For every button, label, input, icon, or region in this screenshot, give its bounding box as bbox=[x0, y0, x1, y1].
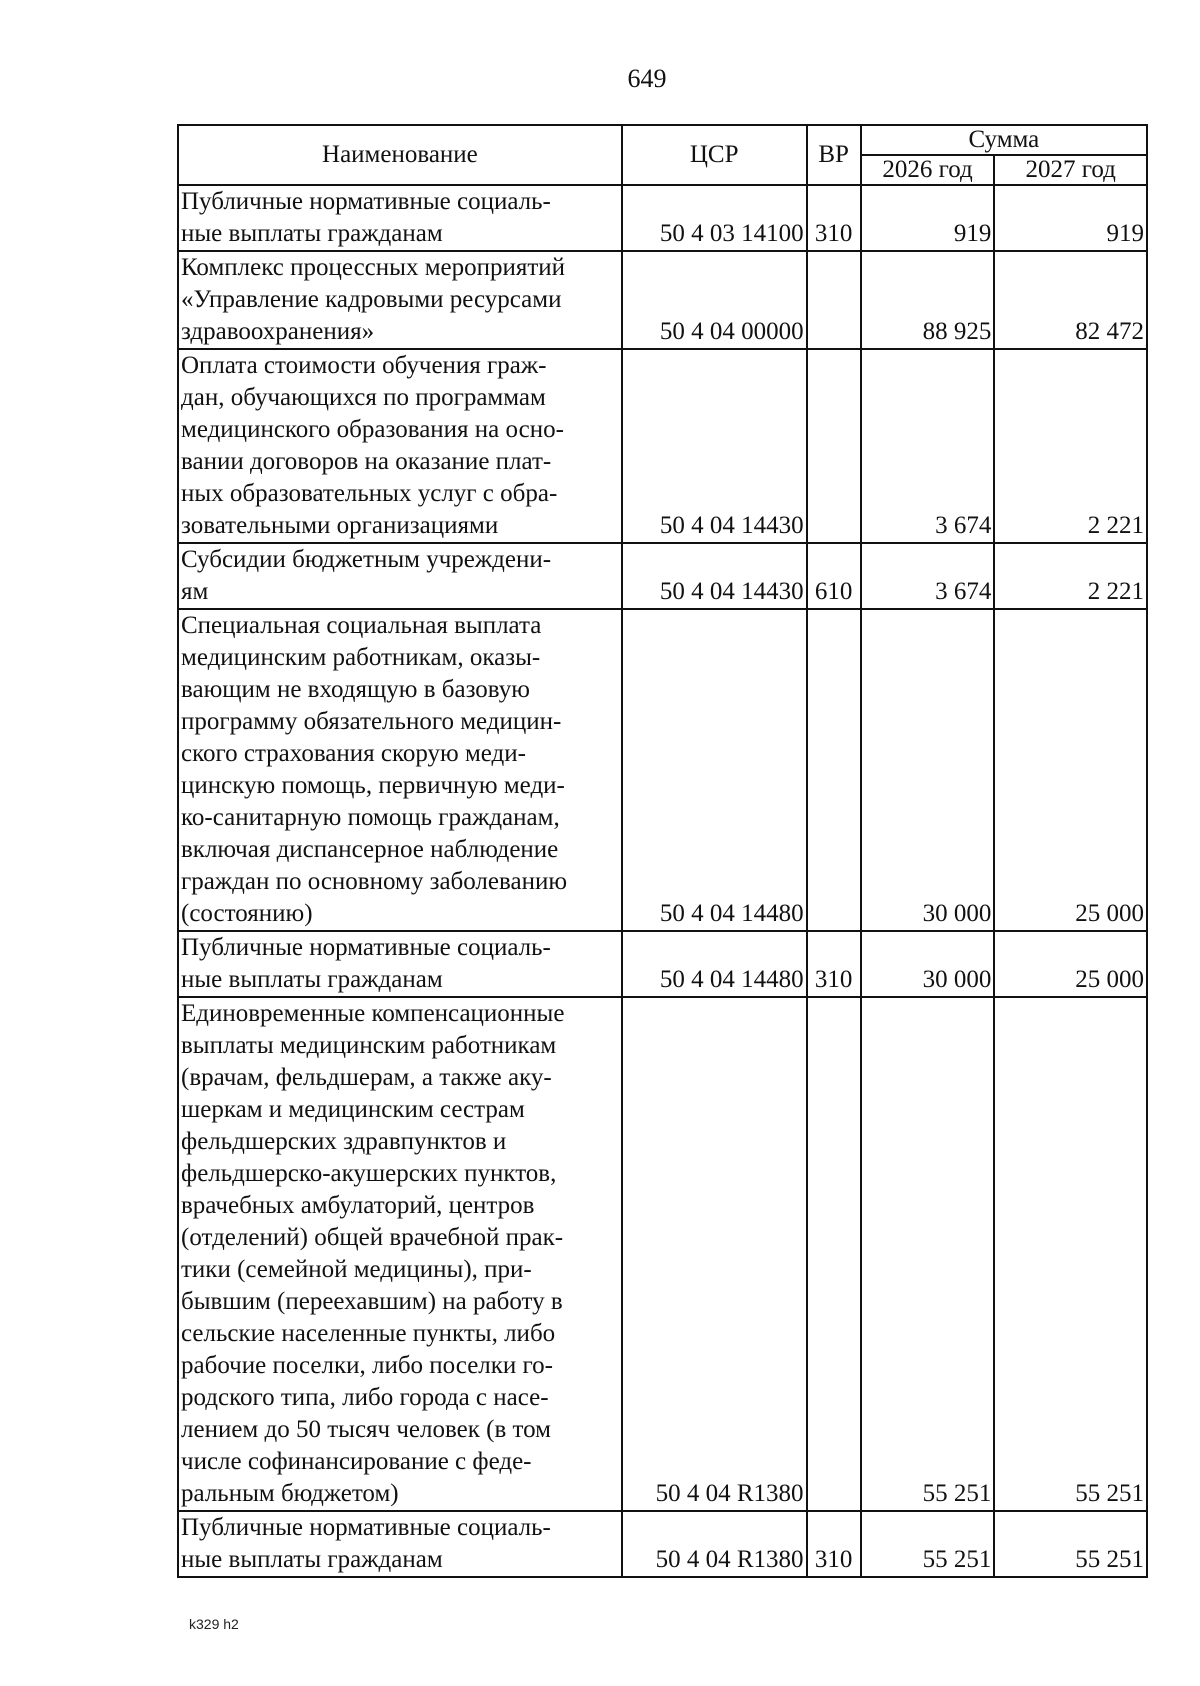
table-row bbox=[178, 931, 1147, 997]
row-vr bbox=[807, 997, 861, 1511]
table-row bbox=[178, 997, 1147, 1511]
budget-table bbox=[177, 124, 1148, 1578]
row-vr: 610 bbox=[807, 543, 861, 609]
row-name-line: Единовременные компенсационные bbox=[181, 1000, 565, 1027]
table-row bbox=[178, 1511, 1147, 1577]
row-name-line: Публичные нормативные социаль- bbox=[181, 188, 551, 215]
header-csr: ЦСР bbox=[622, 125, 807, 185]
table-row bbox=[178, 251, 1147, 349]
row-amount-2026: 30 000 bbox=[861, 609, 995, 931]
row-name-line: цинскую помощь, первичную меди- bbox=[181, 772, 565, 799]
row-name-line: граждан по основному заболеванию bbox=[181, 868, 568, 895]
row-vr bbox=[807, 251, 861, 349]
row-name-line: врачебных амбулаторий, центров bbox=[181, 1192, 535, 1219]
row-amount-2026: 55 251 bbox=[861, 997, 995, 1511]
row-name-line: Публичные нормативные социаль- bbox=[181, 934, 551, 961]
row-name bbox=[178, 997, 622, 1511]
row-name-line: вании договоров на оказание плат- bbox=[181, 448, 552, 475]
row-name-line: Специальная социальная выплата bbox=[181, 612, 542, 639]
row-name-line: ям bbox=[181, 578, 209, 605]
row-name-line: ные выплаты гражданам bbox=[181, 220, 443, 247]
row-vr: 310 bbox=[807, 1511, 861, 1577]
row-csr: 50 4 04 14480 bbox=[622, 609, 807, 931]
row-name-line: фельдшерско-акушерских пунктов, bbox=[181, 1160, 557, 1187]
row-name bbox=[178, 251, 622, 349]
table-header bbox=[178, 125, 1147, 185]
row-name-line: (врачам, фельдшерам, а также аку- bbox=[181, 1064, 552, 1091]
row-amount-2027: 25 000 bbox=[994, 931, 1147, 997]
row-csr: 50 4 04 00000 bbox=[622, 251, 807, 349]
row-amount-2026: 30 000 bbox=[861, 931, 995, 997]
row-name-line: выплаты медицинским работникам bbox=[181, 1032, 557, 1059]
row-name-line: тики (семейной медицины), при- bbox=[181, 1256, 532, 1283]
row-name-line: Субсидии бюджетным учреждени- bbox=[181, 546, 552, 573]
row-name-line: числе софинансирование с феде- bbox=[181, 1448, 532, 1475]
row-amount-2026: 3 674 bbox=[861, 349, 995, 543]
row-name-line: ральным бюджетом) bbox=[181, 1480, 399, 1507]
row-amount-2027: 919 bbox=[994, 185, 1147, 251]
row-name-line: Комплекс процессных мероприятий bbox=[181, 254, 566, 281]
row-name-line: Оплата стоимости обучения граж- bbox=[181, 352, 547, 379]
row-name bbox=[178, 609, 622, 931]
row-name-line: ных образовательных услуг с обра- bbox=[181, 480, 558, 507]
header-name: Наименование bbox=[178, 125, 622, 185]
row-csr: 50 4 04 14430 bbox=[622, 349, 807, 543]
row-amount-2026: 3 674 bbox=[861, 543, 995, 609]
header-vr: ВР bbox=[807, 125, 861, 185]
row-amount-2026: 88 925 bbox=[861, 251, 995, 349]
row-name-line: Публичные нормативные социаль- bbox=[181, 1514, 551, 1541]
row-vr: 310 bbox=[807, 185, 861, 251]
row-amount-2027: 55 251 bbox=[994, 1511, 1147, 1577]
row-name bbox=[178, 543, 622, 609]
row-name-line: программу обязательного медицин- bbox=[181, 708, 562, 735]
row-amount-2026: 55 251 bbox=[861, 1511, 995, 1577]
row-vr bbox=[807, 349, 861, 543]
row-name-line: родского типа, либо города с насе- bbox=[181, 1384, 549, 1411]
row-name-line: дан, обучающихся по программам bbox=[181, 384, 546, 411]
row-name-line: здравоохранения» bbox=[181, 318, 375, 345]
row-name-line: медицинского образования на осно- bbox=[181, 416, 564, 443]
row-name-line: медицинским работникам, оказы- bbox=[181, 644, 541, 671]
row-csr: 50 4 04 R1380 bbox=[622, 1511, 807, 1577]
row-amount-2026: 919 bbox=[861, 185, 995, 251]
table-row bbox=[178, 609, 1147, 931]
header-year-2027: 2027 год bbox=[994, 155, 1147, 185]
row-amount-2027: 2 221 bbox=[994, 349, 1147, 543]
row-name-line: сельские населенные пункты, либо bbox=[181, 1320, 556, 1347]
row-amount-2027: 25 000 bbox=[994, 609, 1147, 931]
header-year-2026: 2026 год bbox=[861, 155, 995, 185]
row-csr: 50 4 04 R1380 bbox=[622, 997, 807, 1511]
row-name bbox=[178, 1511, 622, 1577]
page-number: 649 bbox=[627, 64, 667, 93]
table-row bbox=[178, 185, 1147, 251]
row-name bbox=[178, 185, 622, 251]
row-name-line: рабочие поселки, либо поселки го- bbox=[181, 1352, 553, 1379]
row-name-line: включая диспансерное наблюдение bbox=[181, 836, 559, 863]
header-sum: Сумма bbox=[861, 125, 1147, 155]
row-name-line: (отделений) общей врачебной прак- bbox=[181, 1224, 564, 1251]
table-body bbox=[178, 185, 1147, 1577]
row-name-line: вающим не входящую в базовую bbox=[181, 676, 530, 703]
row-name-line: ные выплаты гражданам bbox=[181, 1546, 443, 1573]
table-row bbox=[178, 349, 1147, 543]
row-amount-2027: 2 221 bbox=[994, 543, 1147, 609]
table-row bbox=[178, 543, 1147, 609]
row-name bbox=[178, 349, 622, 543]
row-csr: 50 4 03 14100 bbox=[622, 185, 807, 251]
row-name-line: фельдшерских здравпунктов и bbox=[181, 1128, 507, 1155]
row-amount-2027: 82 472 bbox=[994, 251, 1147, 349]
row-vr: 310 bbox=[807, 931, 861, 997]
row-name-line: шеркам и медицинским сестрам bbox=[181, 1096, 525, 1123]
row-csr: 50 4 04 14480 bbox=[622, 931, 807, 997]
row-name-line: ко-санитарную помощь гражданам, bbox=[181, 804, 560, 831]
row-csr: 50 4 04 14430 bbox=[622, 543, 807, 609]
row-vr bbox=[807, 609, 861, 931]
row-name bbox=[178, 931, 622, 997]
row-name-line: ского страхования скорую меди- bbox=[181, 740, 526, 767]
row-name-line: «Управление кадровыми ресурсами bbox=[181, 286, 562, 313]
row-name-line: ные выплаты гражданам bbox=[181, 966, 443, 993]
row-name-line: (состоянию) bbox=[181, 900, 313, 927]
row-name-line: бывшим (переехавшим) на работу в bbox=[181, 1288, 563, 1315]
row-name-line: лением до 50 тысяч человек (в том bbox=[181, 1416, 551, 1443]
row-amount-2027: 55 251 bbox=[994, 997, 1147, 1511]
row-name-line: зовательными организациями bbox=[181, 512, 499, 539]
footer-mark: k329 h2 bbox=[189, 1616, 239, 1632]
